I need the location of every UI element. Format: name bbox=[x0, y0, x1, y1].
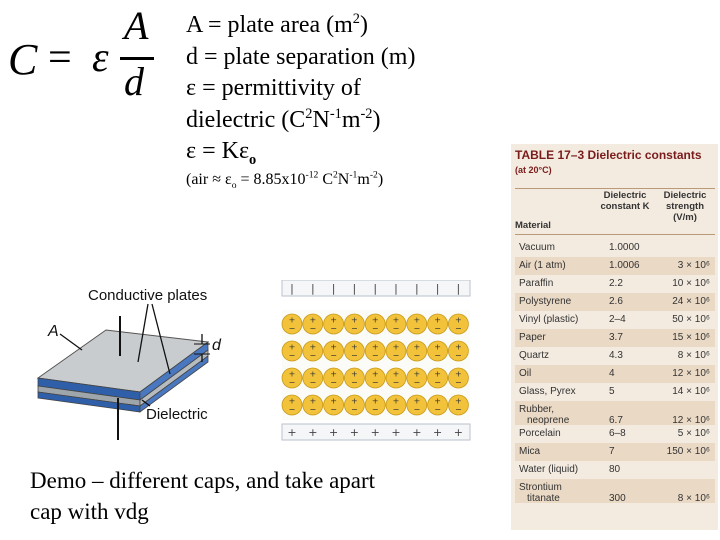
dipole-minus: − bbox=[392, 324, 400, 333]
table-cell-strength: 14 × 10⁶ bbox=[672, 386, 710, 397]
table-cell-constant: 3.7 bbox=[609, 332, 623, 343]
dipole-plus: + bbox=[413, 342, 421, 352]
table-cell-material: Mica bbox=[519, 446, 541, 457]
formula-equals: = bbox=[48, 35, 72, 81]
dipole-minus: − bbox=[288, 351, 296, 360]
dipole-minus: − bbox=[351, 324, 358, 333]
dipole-minus: − bbox=[413, 405, 421, 414]
dipole-plus: + bbox=[288, 369, 296, 379]
dipole-minus: − bbox=[288, 324, 296, 333]
dipole-minus: − bbox=[413, 351, 421, 360]
dipole-minus: − bbox=[392, 378, 400, 387]
dipole-minus: − bbox=[392, 405, 400, 414]
top-charge: | bbox=[435, 282, 440, 295]
table-cell-constant: 300 bbox=[609, 493, 626, 504]
dipole-plus: + bbox=[371, 315, 379, 325]
header-strength: Dielectric strength (V/m) bbox=[663, 190, 707, 223]
header-material: Material bbox=[515, 220, 551, 231]
dipole-plus: + bbox=[351, 342, 358, 352]
table-cell-material-cont: titanate bbox=[527, 493, 560, 504]
bottom-charge: + bbox=[370, 426, 380, 439]
demo-note bbox=[30, 465, 470, 527]
top-charge: | bbox=[373, 282, 378, 295]
table-cell-constant: 1.0006 bbox=[609, 260, 640, 271]
dipole-plus: + bbox=[351, 369, 358, 379]
dipole-plus: + bbox=[371, 396, 379, 406]
dipole-plus: + bbox=[455, 369, 462, 379]
table-cell-constant: 2.6 bbox=[609, 296, 623, 307]
top-charge: | bbox=[310, 282, 315, 295]
dipole-plus: + bbox=[413, 315, 421, 325]
label-separation: d bbox=[212, 337, 221, 354]
dipole-plus: + bbox=[309, 369, 317, 379]
dipole-minus: − bbox=[371, 351, 379, 360]
dipole-plus: + bbox=[434, 315, 441, 325]
bottom-charge: + bbox=[328, 426, 339, 439]
dipole-minus: − bbox=[309, 324, 317, 333]
bottom-charge: + bbox=[432, 426, 443, 439]
top-charge: | bbox=[456, 282, 461, 295]
dipole-plus: + bbox=[288, 342, 296, 352]
table-cell-strength: 12 × 10⁶ bbox=[672, 368, 710, 379]
dipole-minus: − bbox=[392, 351, 400, 360]
bottom-charge: + bbox=[349, 426, 360, 439]
table-cell-constant: 6.7 bbox=[609, 415, 623, 426]
dipole-plus: + bbox=[330, 315, 337, 325]
table-cell-strength: 10 × 10⁶ bbox=[672, 278, 710, 289]
dipole-plus: + bbox=[455, 315, 462, 325]
dipole-plus: + bbox=[392, 315, 400, 325]
top-charge: | bbox=[352, 282, 357, 295]
bottom-plate-charges bbox=[287, 426, 463, 439]
table-cell-strength: 12 × 10⁶ bbox=[672, 415, 710, 426]
table-cell-constant: 4 bbox=[609, 368, 615, 379]
arrow-area bbox=[60, 334, 82, 350]
bottom-charge: + bbox=[453, 426, 464, 439]
dipole-plus: + bbox=[455, 396, 462, 406]
dipole-plus: + bbox=[288, 315, 296, 325]
def-permittivity: ε = permittivity of bbox=[186, 75, 361, 101]
def-area: A = plate area $(m^2)$ bbox=[186, 11, 368, 38]
dipole-plus: + bbox=[330, 342, 337, 352]
formula-epsilon: ε bbox=[92, 35, 109, 81]
dipole-plus: + bbox=[392, 396, 400, 406]
dipole-minus: − bbox=[309, 351, 317, 360]
dipole-minus: − bbox=[455, 405, 462, 414]
formula-c: C bbox=[8, 35, 38, 84]
dipole-minus: − bbox=[371, 324, 379, 333]
dipole-minus: − bbox=[434, 351, 441, 360]
dipole-minus: − bbox=[351, 405, 358, 414]
dipole-plus: + bbox=[371, 369, 379, 379]
table-cell-constant: 5 bbox=[609, 386, 615, 397]
table-cell-strength: 8 × 10⁶ bbox=[677, 493, 710, 504]
def-air: ($air \approx \varepsilon_o = 8.85x10^{-12}$ $C^2N^{-1}m^{-2}$) bbox=[186, 169, 384, 191]
dipole-plus: + bbox=[330, 369, 337, 379]
top-charge: | bbox=[290, 282, 294, 295]
top-charge: | bbox=[414, 282, 419, 295]
table-cell-strength: 15 × 10⁶ bbox=[672, 332, 710, 343]
def-separation: d = plate separation (m) bbox=[186, 43, 416, 70]
dipole-plus: + bbox=[413, 396, 421, 406]
dipole-minus: − bbox=[288, 405, 296, 414]
dipole-minus: − bbox=[351, 351, 358, 360]
dipole-minus: − bbox=[371, 405, 379, 414]
table-cell-constant: 7 bbox=[609, 446, 615, 457]
dipole-minus: − bbox=[330, 378, 337, 387]
table-cell-material-cont: neoprene bbox=[527, 415, 570, 426]
table-cell-constant: 80 bbox=[609, 464, 621, 475]
dipole-minus: − bbox=[330, 351, 337, 360]
table-cell-material: Glass, Pyrex bbox=[519, 386, 576, 397]
table-cell-constant: 2.2 bbox=[609, 278, 623, 289]
def-relation: $\varepsilon = K\varepsilon_o$ bbox=[186, 138, 257, 168]
demo-line-1: Demo – different caps, and take apart bbox=[30, 468, 376, 493]
table-cell-material: Vacuum bbox=[519, 242, 555, 253]
table-cell-material: Strontium titanate bbox=[519, 482, 562, 504]
dipole-minus: − bbox=[309, 378, 317, 387]
dipole-minus: − bbox=[455, 324, 462, 333]
bottom-charge: + bbox=[391, 426, 401, 439]
top-charge: | bbox=[394, 282, 398, 295]
table-cell-material: Porcelain bbox=[519, 428, 561, 439]
dipole-minus: − bbox=[455, 378, 462, 387]
dipole-plus: + bbox=[288, 396, 296, 406]
demo-line-2: cap with vdg bbox=[30, 499, 149, 524]
table-cell-strength: 3 × 10⁶ bbox=[677, 260, 710, 271]
dipole-minus: − bbox=[434, 405, 441, 414]
table-cell-material: Air (1 atm) bbox=[519, 260, 566, 271]
dipole-plus: + bbox=[413, 369, 421, 379]
table-cell-strength: 50 × 10⁶ bbox=[672, 314, 710, 325]
table-cell-material: Polystyrene bbox=[519, 296, 572, 307]
variable-definitions bbox=[186, 10, 486, 190]
label-area: A bbox=[48, 323, 59, 340]
dipole-plus: + bbox=[351, 315, 358, 325]
table-cell-material: Water (liquid) bbox=[519, 464, 579, 475]
table-cell-constant: 6–8 bbox=[609, 428, 626, 439]
table-cell-material: Rubber, neoprene bbox=[519, 404, 570, 426]
table-cell-strength: 8 × 10⁶ bbox=[677, 350, 710, 361]
table-cell-material: Oil bbox=[519, 368, 532, 379]
dipole-plus: + bbox=[330, 396, 337, 406]
dipole-minus: − bbox=[434, 324, 441, 333]
dipole-minus: − bbox=[330, 324, 337, 333]
table-cell-material: Paper bbox=[519, 332, 546, 343]
bottom-charge: + bbox=[308, 426, 318, 439]
dipole-plus: + bbox=[392, 369, 400, 379]
dipole-minus: − bbox=[288, 378, 296, 387]
dipole-minus: − bbox=[455, 351, 462, 360]
dipole-minus: − bbox=[309, 405, 317, 414]
formula-numerator: A bbox=[124, 3, 149, 48]
bottom-charge: + bbox=[412, 426, 422, 439]
dipole-minus: − bbox=[330, 405, 337, 414]
header-constant: Dielectric constant K bbox=[600, 190, 650, 212]
label-dielectric: Dielectric bbox=[146, 406, 208, 423]
dipole-minus: − bbox=[351, 378, 358, 387]
table-cell-material: Vinyl (plastic) bbox=[519, 314, 579, 325]
dipole-plus: + bbox=[371, 342, 379, 352]
dipole-plus: + bbox=[351, 396, 358, 406]
table-cell-constant: 1.0000 bbox=[609, 242, 640, 253]
table-cell-material: Paraffin bbox=[519, 278, 554, 289]
capacitance-formula bbox=[4, 4, 154, 104]
table-cell-constant: 4.3 bbox=[609, 350, 623, 361]
dipole-plus: + bbox=[455, 342, 462, 352]
def-permittivity-units: dielectric $(C^2N^{-1}m^{-2})$ bbox=[186, 105, 381, 133]
bottom-charge: + bbox=[287, 426, 297, 439]
dipole-plus: + bbox=[434, 342, 441, 352]
table-title: TABLE 17–3 Dielectric constants (at 20°C) bbox=[515, 148, 702, 175]
dipole-minus: − bbox=[434, 378, 441, 387]
table-cell-constant: 2–4 bbox=[609, 314, 626, 325]
dielectric-polarization-diagram bbox=[280, 280, 472, 442]
dipole-plus: + bbox=[434, 396, 441, 406]
table-cell-material: Quartz bbox=[519, 350, 550, 361]
dielectric-constants-table bbox=[511, 144, 718, 530]
dipole-minus: − bbox=[413, 378, 421, 387]
formula-denominator: d bbox=[124, 59, 144, 104]
top-charge: | bbox=[331, 282, 336, 295]
dipole-plus: + bbox=[309, 315, 317, 325]
label-conductive-plates: Conductive plates bbox=[88, 287, 208, 304]
dipole-minus: − bbox=[413, 324, 421, 333]
table-cell-strength: 5 × 10⁶ bbox=[677, 428, 710, 439]
dipole-plus: + bbox=[392, 342, 400, 352]
table-cell-strength: 24 × 10⁶ bbox=[672, 296, 710, 307]
dipole-plus: + bbox=[434, 369, 441, 379]
dipole-minus: − bbox=[371, 378, 379, 387]
table-cell-strength: 150 × 10⁶ bbox=[666, 446, 710, 457]
dipole-plus: + bbox=[309, 342, 317, 352]
parallel-plate-diagram bbox=[30, 278, 245, 443]
dipole-plus: + bbox=[309, 396, 317, 406]
